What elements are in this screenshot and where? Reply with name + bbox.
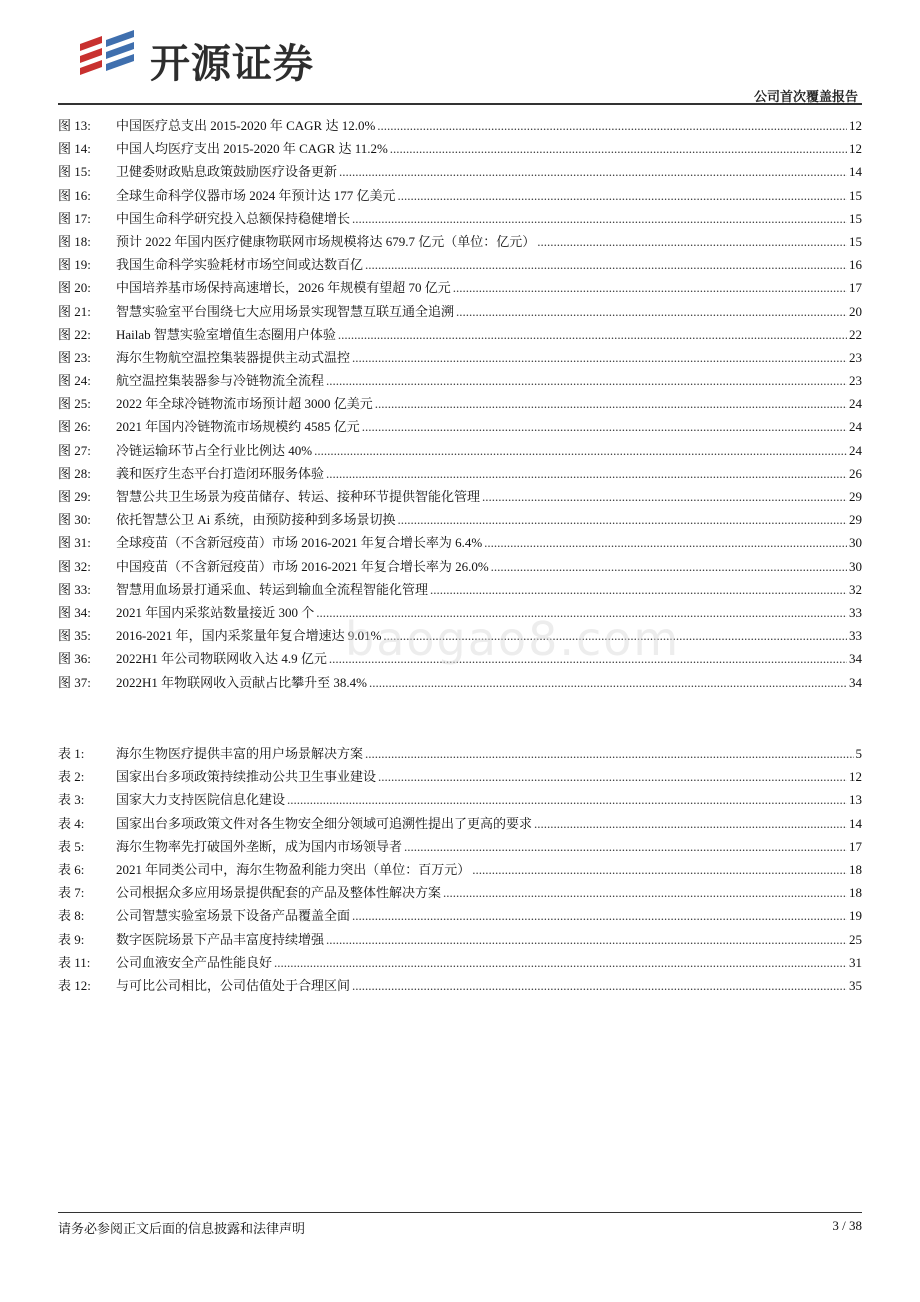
company-name: 开源证券 [150,41,314,87]
entry-title: 预计 2022 年国内医疗健康物联网市场规模将达 679.7 亿元（单位：亿元） [116,233,536,249]
dot-leader [484,535,847,551]
entry-number: 图 23: [58,349,91,365]
entry-number: 表 6: [58,861,85,877]
entry-page-number: 12 [849,118,862,133]
entry-page-number: 30 [849,535,862,551]
dot-leader [537,234,847,250]
entry-page-number: 17 [849,280,862,296]
table-toc-entry[interactable] [58,905,862,928]
entry-title: 中国疫苗（不含新冠疫苗）市场 2016-2021 年复合增长率为 26.0% [116,558,489,574]
entry-title: 公司血液安全产品性能良好 [116,954,273,970]
figure-toc-entry[interactable] [58,556,862,579]
figure-toc-entry[interactable] [58,138,862,161]
entry-page-number: 14 [849,164,862,180]
page-indicator: 3 / 38 [832,1218,862,1233]
entry-page-number: 15 [849,210,862,226]
entry-title: 公司智慧实验室场景下设备产品覆盖全面 [116,908,351,924]
table-index-list [58,743,862,998]
dot-leader [352,978,847,994]
table-toc-entry[interactable] [58,789,862,812]
entry-page-number: 29 [849,512,862,528]
report-type: 公司首次覆盖报告 [753,90,858,105]
dot-leader [329,651,847,667]
entry-title: 2022H1 年物联网收入贡献占比攀升至 38.4% [116,674,367,690]
entry-page-number: 24 [849,419,862,435]
dot-leader [352,211,847,227]
entry-page-number: 23 [849,349,862,365]
entry-page-number: 22 [849,326,862,342]
brokerage-logo-icon [76,30,138,85]
entry-title: 我国生命科学实验耗材市场空间或达数百亿 [116,257,364,273]
entry-title: 航空温控集装器参与冷链物流全流程 [116,373,325,389]
entry-number: 图 32: [58,558,91,574]
dot-leader [352,908,847,924]
entry-number: 图 13: [58,118,91,133]
entry-page-number: 13 [849,792,862,808]
entry-page-number: 34 [849,651,862,667]
entry-page-number: 16 [849,257,862,273]
entry-title: 与可比公司相比，公司估值处于合理区间 [116,977,351,993]
dot-leader [326,373,847,389]
entry-page-number: 5 [855,746,862,761]
entry-number: 图 29: [58,489,91,504]
entry-title: 国家大力支持医院信息化建设 [116,792,286,808]
entry-title: 海尔生物航空温控集装器提供主动式温控 [116,349,351,365]
entry-number: 图 26: [58,419,91,435]
entry-title: 義和医疗生态平台打造闭环服务体验 [116,465,325,481]
entry-page-number: 24 [849,396,862,412]
entry-title: 冷链运输环节占全行业比例达 40% [116,442,313,458]
dot-leader [443,885,847,901]
figure-toc-entry[interactable] [58,231,862,254]
entry-number: 图 22: [58,326,91,342]
entry-page-number: 18 [849,861,862,877]
figure-toc-entry[interactable] [58,509,862,532]
dot-leader [326,466,847,482]
entry-title: 海尔生物率先打破国外垄断，成为国内市场领导者 [116,838,403,854]
table-toc-entry[interactable] [58,952,862,975]
figure-toc-entry[interactable] [58,440,862,463]
figure-toc-entry[interactable] [58,486,862,509]
dot-leader [365,746,853,762]
entry-number: 表 11: [58,954,91,970]
figure-toc-entry[interactable] [58,208,862,231]
entry-title: 全球生命科学仪器市场 2024 年预计达 177 亿美元 [116,187,396,203]
entry-title: 国家出台多项政策文件对各生物安全细分领域可追溯性提出了更高的要求 [116,815,533,831]
dot-leader [534,816,847,832]
dot-leader [404,839,847,855]
entry-page-number: 15 [849,187,862,203]
dot-leader [377,118,847,134]
dot-leader [338,327,847,343]
entry-number: 图 16: [58,187,91,203]
dot-leader [316,605,847,621]
entry-title: 2022H1 年公司物联网收入达 4.9 亿元 [116,651,327,667]
entry-page-number: 12 [849,141,862,157]
entry-page-number: 20 [849,303,862,319]
figure-toc-entry[interactable] [58,347,862,370]
dot-leader [456,304,847,320]
figure-toc-entry[interactable] [58,532,862,555]
figure-toc-entry[interactable] [58,416,862,439]
dot-leader [453,280,847,296]
figure-toc-entry[interactable] [58,370,862,393]
entry-title: 2021 年国内冷链物流市场规模约 4585 亿元 [116,419,360,435]
entry-number: 图 19: [58,257,91,273]
entry-page-number: 17 [849,838,862,854]
entry-title: 卫健委财政贴息政策鼓励医疗设备更新 [116,164,338,180]
entry-number: 表 9: [58,931,85,947]
entry-number: 图 30: [58,512,91,528]
dot-leader [430,582,847,598]
dot-leader [287,792,847,808]
entry-title: 2022 年全球冷链物流市场预计超 3000 亿美元 [116,396,373,412]
entry-number: 图 15: [58,164,91,180]
figure-toc-entry[interactable] [58,393,862,416]
entry-title: 中国医疗总支出 2015-2020 年 CAGR 达 12.0% [116,118,376,133]
entry-title: 国家出台多项政策持续推动公共卫生事业建设 [116,769,377,785]
entry-number: 表 8: [58,908,85,924]
entry-title: 海尔生物医疗提供丰富的用户场景解决方案 [116,746,364,761]
entry-title: 智慧公共卫生场景为疫苗储存、转运、接种环节提供智能化管理 [116,489,481,504]
dot-leader [398,188,847,204]
dot-leader [472,862,847,878]
entry-page-number: 35 [849,977,862,993]
entry-number: 图 25: [58,396,91,412]
entry-title: 2021 年国内采浆站数量接近 300 个 [116,604,315,620]
table-toc-entry[interactable] [58,929,862,952]
table-toc-entry[interactable] [58,975,862,998]
table-toc-entry[interactable] [58,813,862,836]
dot-leader [365,257,847,273]
entry-title: 全球疫苗（不含新冠疫苗）市场 2016-2021 年复合增长率为 6.4% [116,535,483,551]
entry-page-number: 30 [849,558,862,574]
figure-toc-entry[interactable] [58,324,862,347]
entry-page-number: 34 [849,674,862,690]
dot-leader [274,955,847,971]
entry-number: 图 21: [58,303,91,319]
dot-leader [314,443,847,459]
figure-index-list [58,115,862,695]
entry-page-number: 14 [849,815,862,831]
entry-title: 2021 年同类公司中，海尔生物盈利能力突出（单位：百万元） [116,861,471,877]
entry-number: 图 20: [58,280,91,296]
entry-page-number: 31 [849,954,862,970]
dot-leader [378,769,847,785]
entry-title: 智慧实验室平台围绕七大应用场景实现智慧互联互通全追溯 [116,303,455,319]
entry-number: 图 18: [58,233,91,249]
entry-number: 表 4: [58,815,85,831]
entry-page-number: 23 [849,373,862,389]
figure-toc-entry[interactable] [58,277,862,300]
entry-page-number: 18 [849,885,862,901]
entry-number: 图 28: [58,465,91,481]
dot-leader [369,675,847,691]
entry-page-number: 12 [849,769,862,785]
entry-number: 图 37: [58,674,91,690]
entry-number: 表 1: [58,746,85,761]
entry-page-number: 33 [849,604,862,620]
figure-toc-entry[interactable] [58,254,862,277]
figure-toc-entry[interactable] [58,602,862,625]
entry-number: 表 7: [58,885,85,901]
entry-title: 中国人均医疗支出 2015-2020 年 CAGR 达 11.2% [116,141,388,157]
table-toc-entry[interactable] [58,882,862,905]
entry-title: 公司根据众多应用场景提供配套的产品及整体性解决方案 [116,885,442,901]
dot-leader [383,628,847,644]
table-toc-entry[interactable] [58,836,862,859]
dot-leader [390,141,847,157]
dot-leader [375,396,847,412]
entry-number: 图 33: [58,581,91,597]
entry-number: 图 17: [58,210,91,226]
dot-leader [326,932,847,948]
entry-page-number: 26 [849,465,862,481]
table-toc-entry[interactable] [58,766,862,789]
entry-title: 数字医院场景下产品丰富度持续增强 [116,931,325,947]
table-toc-entry[interactable] [58,743,862,766]
footer-disclaimer: 请务必参阅正文后面的信息披露和法律声明 [58,1221,306,1236]
table-toc-entry[interactable] [58,859,862,882]
figure-toc-entry[interactable] [58,185,862,208]
entry-page-number: 19 [849,908,862,924]
entry-number: 表 5: [58,838,85,854]
watermark: baogao8.com [345,612,681,666]
figure-toc-entry[interactable] [58,115,862,138]
entry-number: 表 12: [58,977,91,993]
entry-page-number: 32 [849,581,862,597]
entry-number: 图 24: [58,373,91,389]
entry-number: 图 35: [58,628,91,644]
dot-leader [482,489,847,505]
dot-leader [491,559,847,575]
entry-title: 中国培养基市场保持高速增长，2026 年规模有望超 70 亿元 [116,280,451,296]
footer-divider [58,1212,862,1213]
figure-toc-entry[interactable] [58,625,862,648]
figure-toc-entry[interactable] [58,463,862,486]
page-header [0,0,920,104]
entry-page-number: 33 [849,628,862,644]
entry-title: Hailab 智慧实验室增值生态圈用户体验 [116,326,336,342]
figure-toc-entry[interactable] [58,161,862,184]
entry-page-number: 24 [849,442,862,458]
entry-number: 图 27: [58,442,91,458]
entry-title: 智慧用血场景打通采血、转运到输血全流程智能化管理 [116,581,429,597]
dot-leader [339,164,847,180]
entry-number: 图 34: [58,604,91,620]
header-divider [58,103,862,105]
entry-number: 表 3: [58,792,85,808]
dot-leader [398,512,847,528]
figure-toc-entry[interactable] [58,672,862,695]
entry-number: 图 14: [58,141,91,157]
figure-toc-entry[interactable] [58,579,862,602]
entry-page-number: 29 [849,489,862,504]
entry-title: 中国生命科学研究投入总额保持稳健增长 [116,210,351,226]
dot-leader [362,419,847,435]
entry-number: 图 36: [58,651,91,667]
dot-leader [352,350,847,366]
entry-page-number: 15 [849,233,862,249]
figure-toc-entry[interactable] [58,301,862,324]
entry-number: 表 2: [58,769,85,785]
entry-title: 依托智慧公卫 Ai 系统，由预防接种到多场景切换 [116,512,396,528]
entry-title: 2016-2021 年，国内采浆量年复合增速达 9.01% [116,628,382,644]
entry-page-number: 25 [849,931,862,947]
entry-number: 图 31: [58,535,91,551]
figure-toc-entry[interactable] [58,648,862,671]
